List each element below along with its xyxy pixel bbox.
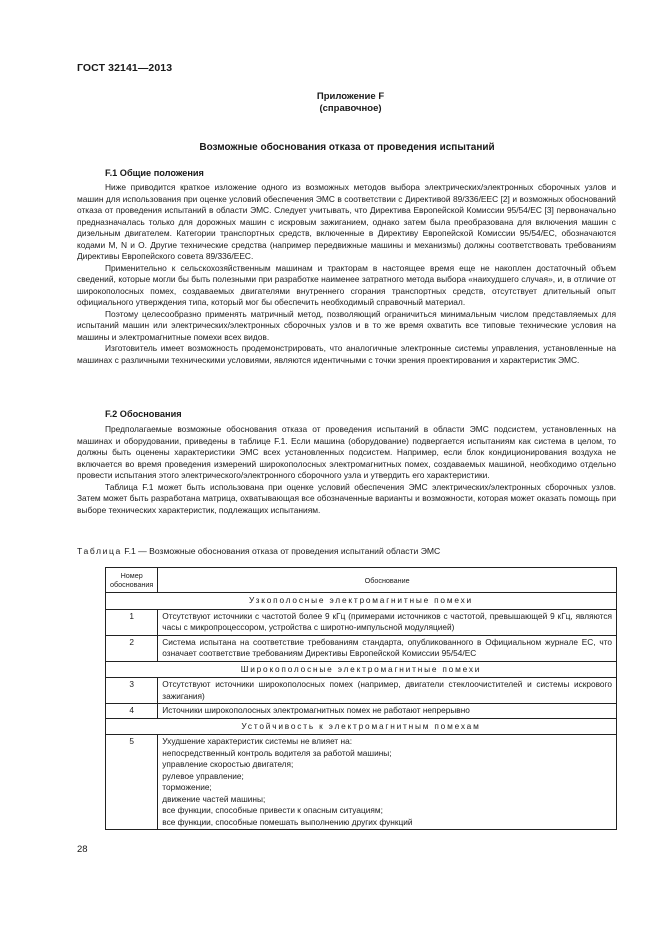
row-number: 2 <box>106 635 158 661</box>
section-2-body <box>77 424 616 516</box>
row-number: 1 <box>106 609 158 635</box>
table-row <box>106 735 617 830</box>
paragraph: Изготовитель имеет возможность продемонстрировать, что аналогичные электронные системы управления, установленные на машинах с различными техническими условиями, являются идентичными с точки зрения проектирования и характеристик ЭМС. <box>77 343 616 365</box>
table-row <box>106 678 617 704</box>
row-line: рулевое управление; <box>162 770 244 781</box>
row-line: непосредственный контроль водителя за работой машины; <box>162 747 392 758</box>
standard-designation: ГОСТ 32141—2013 <box>77 62 173 74</box>
group-title: Устойчивость к электромагнитным помехам <box>106 718 617 735</box>
table-group-row <box>106 718 617 735</box>
table-caption-word: Таблица <box>77 546 122 556</box>
row-text: Отсутствуют источники широкополосных помех (например, двигатели стеклоочистителей и системы искрового зажигания) <box>158 678 617 704</box>
section-1-body <box>77 182 616 366</box>
row-line: торможение; <box>162 782 212 792</box>
row-number: 4 <box>106 704 158 719</box>
table-caption-text: F.1 — Возможные обоснования отказа от проведения испытаний области ЭМС <box>121 546 441 556</box>
annex-subtitle: (справочное) <box>319 103 382 114</box>
annex-heading <box>0 91 661 115</box>
column-header-justification: Обоснование <box>158 568 617 593</box>
table-group-row <box>106 593 617 610</box>
document-title: Возможные обоснования отказа от проведения испытаний <box>199 142 495 153</box>
paragraph: Поэтому целесообразно применять матричный метод, позволяющий ограничиться минимальным числом представляемых для испытаний машин или электрических/электронных сборочных узлов и в то же время охватить все типовые технические условия на машины и электромагнитные помехи всех видов. <box>77 308 616 342</box>
row-line: управление скоростью двигателя; <box>162 759 294 769</box>
page-number: 28 <box>77 844 88 855</box>
row-line: движение частей машины; <box>162 793 266 804</box>
row-line: Ухудшение характеристик системы не влияет на: <box>162 736 353 746</box>
row-text <box>158 735 617 830</box>
row-number: 5 <box>106 735 158 830</box>
table-group-row <box>106 661 617 678</box>
row-text: Отсутствуют источники с частотой более 9 кГц (примерами источников с частотой, превышающей 9 кГц, являются часы с микропроцессором, устройства с широтно-импульсной модуляцией) <box>158 609 617 635</box>
section-1-heading: F.1 Общие положения <box>105 168 204 178</box>
group-title: Широкополосные электромагнитные помехи <box>106 661 617 678</box>
paragraph: Таблица F.1 может быть использована при оценке условий обеспечения ЭМС электрических/электронных сборочных узлов. Затем может быть разработана матрица, охватывающая все обозначенные варианты и возможности, которая может оказать помощь при выборе технических характеристик, подлежащих испытаниям. <box>77 481 616 515</box>
paragraph: Предполагаемые возможные обоснования отказа от проведения испытаний в области ЭМС подсистем, установленных на машинах и оборудовании, приведены в таблице F.1. Если машина (оборудование) подвергается испытаниям как система в целом, то должны быть оценены характеристики ЭМС всех установленных подсистем. Например, если блок кондиционирования воздуха не включается во время проведения измерений широкополосных электромагнитных помех, создаваемых машиной, необходимо отдельно провести испытания этого электрического/электронного сборочного узла и утвердить его характеристики. <box>77 424 616 480</box>
row-number: 3 <box>106 678 158 704</box>
table-caption <box>77 546 440 556</box>
paragraph: Ниже приводится краткое изложение одного из возможных методов выбора электрических/электронных сборочных узлов и машин для использования при оценке условий обеспечения ЭМС в соответствии с Директивой 89/336/ЕЕС [2] и возможных обоснований отказа от проведения испытаний в области ЭМС. Следует учитывать, что Директива Европейской Комиссии 95/54/ЕС [3] первоначально предназначалась только для дорожных машин с искровым зажиганием, однако затем была преобразована для включения машин с дизельным двигателем. Категории транспортных средств, включенные в Директиву Европейской Комиссии 95/54/ЕС, обозначаются кодами М, N и O. Другие технические средства (например передвижные машины и механизмы) должны соответствовать требованиям Директивы Европейского совета 89/336/ЕЕС. <box>77 182 616 261</box>
row-text: Система испытана на соответствие требованиям стандарта, опубликованного в Официальном журнале ЕС, что означает соответствие требованиям Директивы Европейской Комиссии 95/54/ЕС <box>158 635 617 661</box>
justification-table <box>105 567 617 830</box>
annex-title: Приложение F <box>316 91 385 102</box>
section-2-heading: F.2 Обоснования <box>105 409 182 419</box>
row-line: все функции, способные помешать выполнению других функций <box>162 816 413 827</box>
paragraph: Применительно к сельскохозяйственным машинам и тракторам в настоящее время еще не накоплен достаточный объем сведений, которые могли бы быть полезными при разработке наименее затратного метода выбора «наихудшего случая», и, в отличие от широкополосных помех, создаваемых двигателями внутреннего сгорания транспортных средств, отсутствует длительный опыт официального утверждения типа, который мог бы обеспечить необходимый справочный материал. <box>77 262 616 307</box>
column-header-number: Номер обоснования <box>106 568 158 593</box>
group-title: Узкополосные электромагнитные помехи <box>106 593 617 610</box>
row-text: Источники широкополосных электромагнитных помех не работают непрерывно <box>158 704 617 719</box>
row-line: все функции, способные привести к опасным ситуациям; <box>162 805 383 815</box>
table-row <box>106 609 617 635</box>
table-row <box>106 635 617 661</box>
table-row <box>106 704 617 719</box>
table-header-row <box>106 568 617 593</box>
